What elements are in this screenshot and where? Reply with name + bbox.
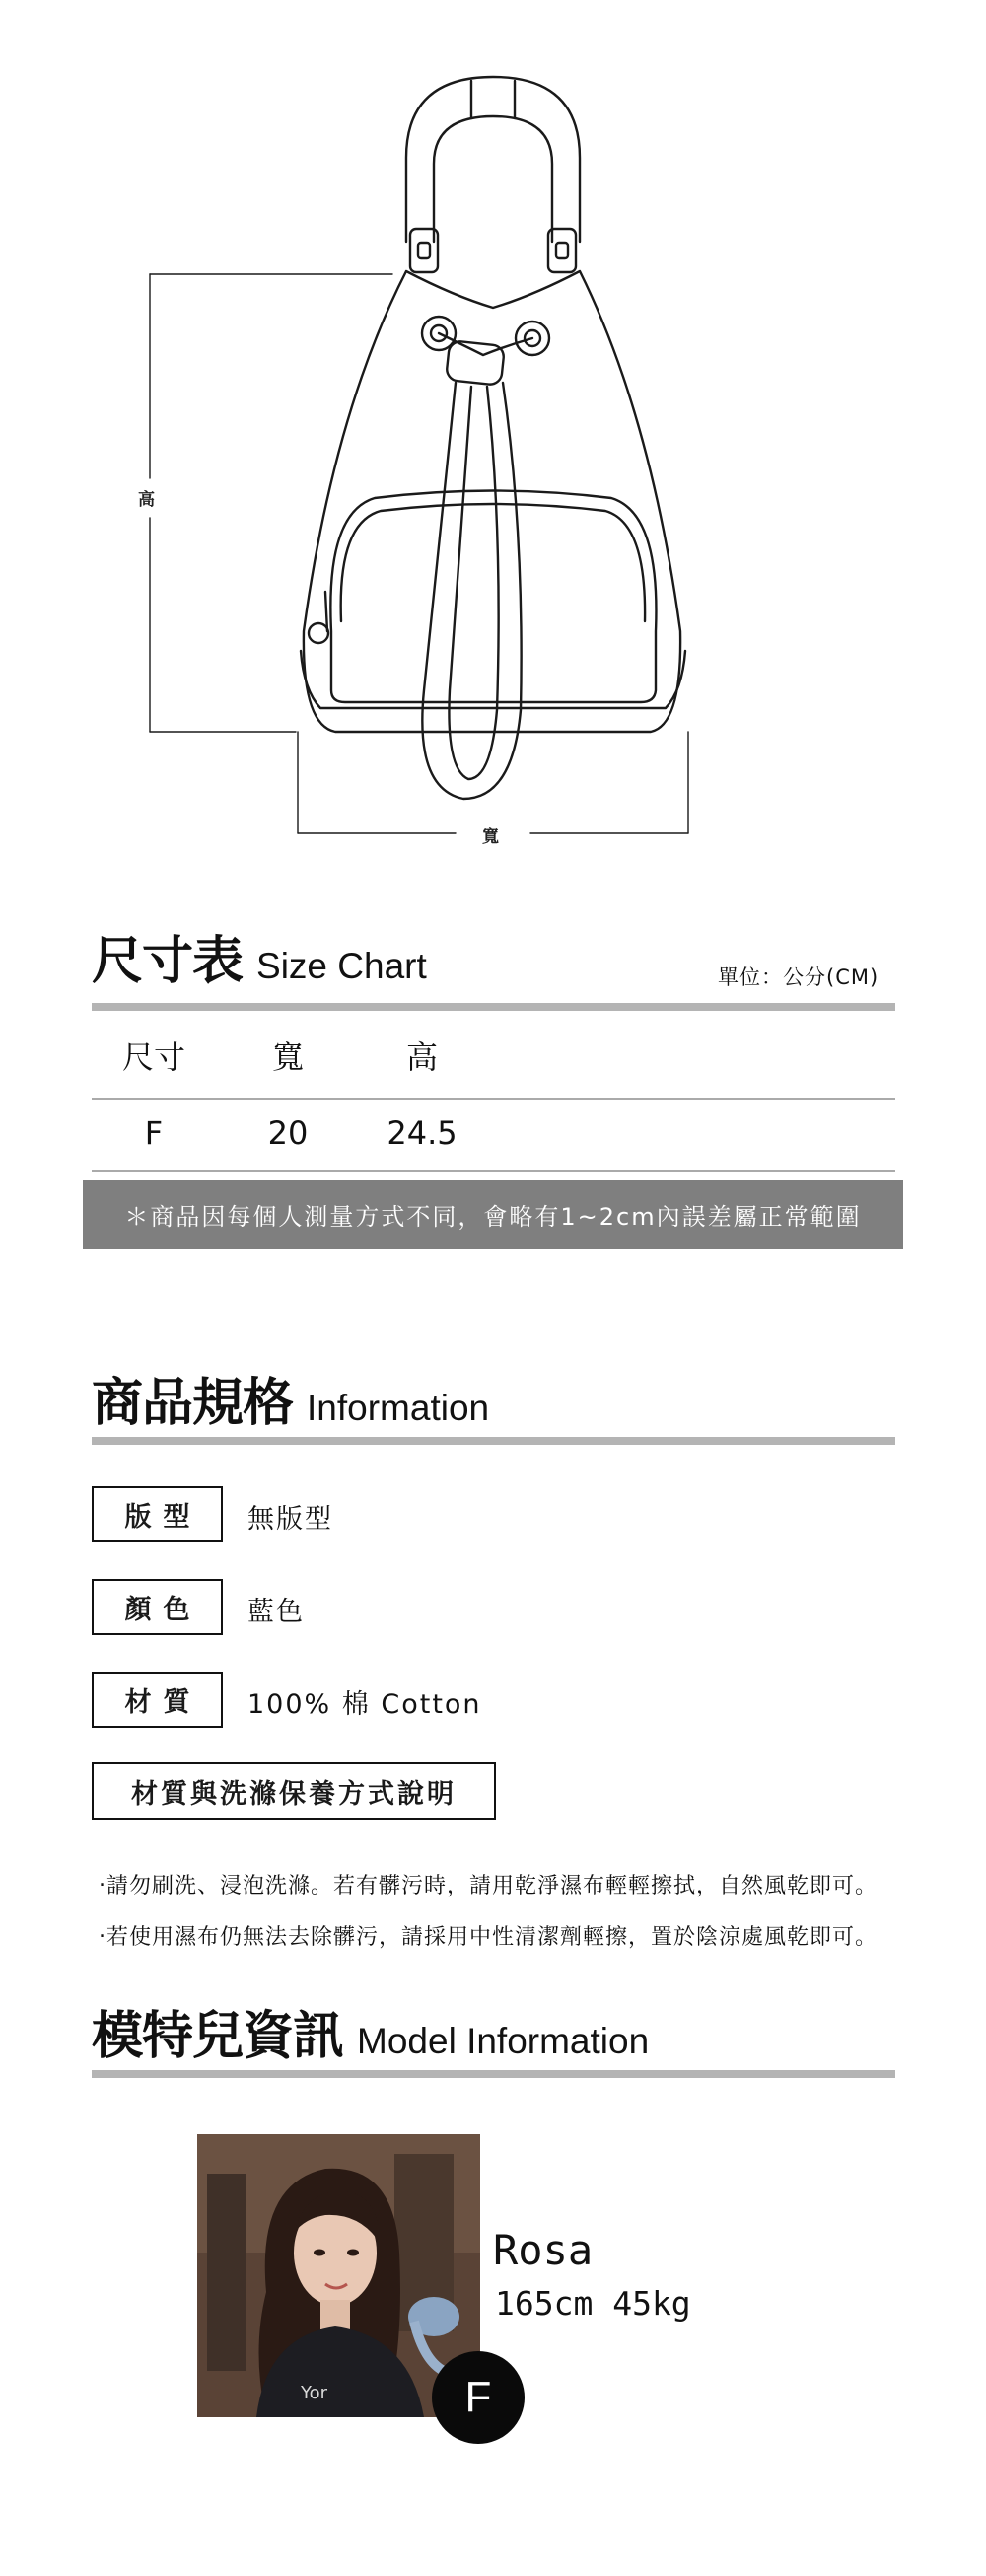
info-title: [92, 1361, 489, 1435]
info-rule: [92, 1437, 895, 1445]
table-header-width: 寬: [271, 1038, 304, 1076]
size-chart-title: [92, 919, 427, 993]
model-stats: 165cm 45kg: [495, 2284, 691, 2323]
bag-size-diagram: [0, 0, 986, 868]
model-title-en: Model Information: [357, 2021, 650, 2061]
care-instructions-title: 材質與洗滌保養方式說明: [92, 1762, 496, 1820]
bag-outline-illustration: [0, 0, 986, 868]
table-cell-size: F: [144, 1114, 164, 1152]
table-divider: [92, 1098, 895, 1100]
spec-label-color: 顏色: [92, 1579, 223, 1635]
info-title-en: Information: [307, 1388, 490, 1428]
model-title: [92, 1994, 649, 2068]
spec-value-material: 100% 棉 Cotton: [247, 1689, 482, 1720]
table-header-height: 高: [405, 1038, 438, 1076]
measurement-note: ＊商品因每個人測量方式不同，會略有1~2cm內誤差屬正常範圍: [83, 1180, 903, 1249]
height-dimension-label: 高: [138, 490, 155, 510]
size-chart-title-en: Size Chart: [256, 946, 427, 986]
spec-label-material: 材質: [92, 1672, 223, 1728]
spec-label-fit: 版型: [92, 1486, 223, 1542]
size-chart-title-zh: 尺寸表: [92, 932, 244, 991]
table-cell-height: 24.5: [387, 1114, 458, 1152]
model-rule: [92, 2070, 895, 2078]
info-title-zh: 商品規格: [92, 1374, 294, 1433]
spec-value-fit: 無版型: [247, 1504, 333, 1535]
model-size-badge: F: [432, 2351, 525, 2444]
table-bottom-divider: [92, 1170, 895, 1172]
unit-label: 單位：公分(CM): [718, 966, 880, 989]
size-chart-rule: [92, 1003, 895, 1011]
care-instruction-1: ‧請勿刷洗、浸泡洗滌。若有髒污時，請用乾淨濕布輕輕擦拭，自然風乾即可。: [99, 1874, 878, 1898]
table-cell-width: 20: [267, 1114, 309, 1152]
care-instruction-2: ‧若使用濕布仍無法去除髒污，請採用中性清潔劑輕擦，置於陰涼處風乾即可。: [99, 1925, 878, 1950]
model-name: Rosa: [493, 2226, 594, 2274]
width-dimension-label: 寬: [482, 827, 499, 847]
spec-value-color: 藍色: [247, 1597, 305, 1627]
model-title-zh: 模特兒資訊: [92, 2007, 344, 2066]
svg-text:Yor: Yor: [301, 2383, 328, 2403]
table-header-size: 尺寸: [121, 1038, 185, 1076]
